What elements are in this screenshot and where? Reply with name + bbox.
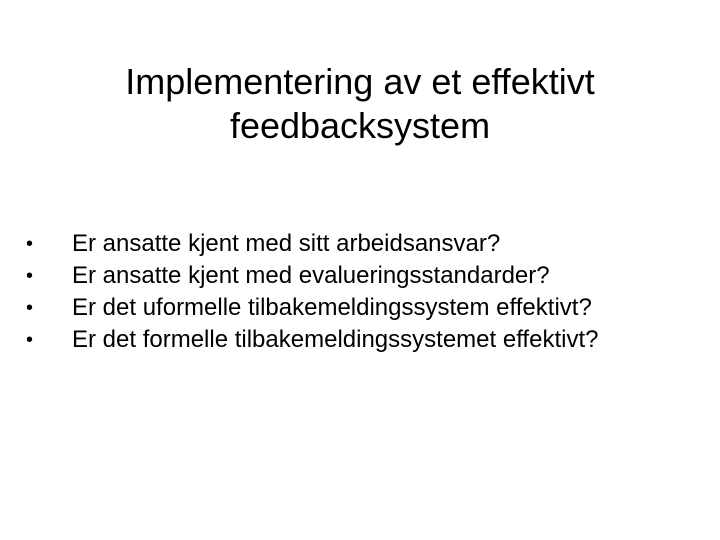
bullet-item <box>26 228 706 260</box>
bullet-text: Er det uformelle tilbakemeldingssystem effektivt? <box>72 294 592 321</box>
bullet-icon: • <box>26 233 34 255</box>
bullet-text: Er det formelle tilbakemeldingssystemet effektivt? <box>72 326 599 353</box>
bullet-list <box>26 228 706 356</box>
bullet-text: Er ansatte kjent med evalueringsstandarder? <box>72 262 550 289</box>
bullet-item <box>26 292 706 324</box>
bullet-text: Er ansatte kjent med sitt arbeidsansvar? <box>72 230 501 257</box>
bullet-icon: • <box>26 265 34 287</box>
bullet-item <box>26 260 706 292</box>
bullet-icon: • <box>26 297 34 319</box>
slide-title: Implementering av et effektivt feedbacksystem <box>125 61 595 146</box>
bullet-item <box>26 324 706 356</box>
bullet-icon: • <box>26 329 34 351</box>
